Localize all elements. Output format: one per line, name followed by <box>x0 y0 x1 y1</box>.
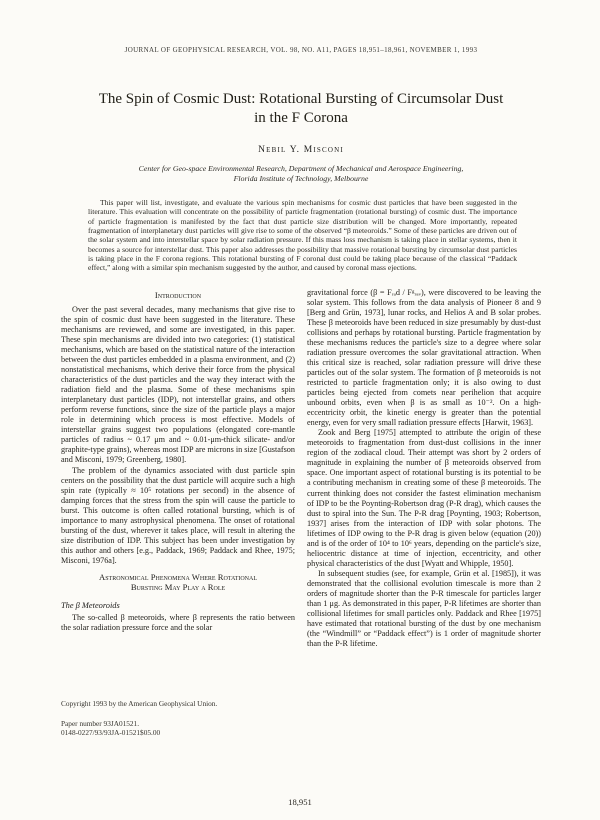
affiliation <box>61 164 541 183</box>
left-column <box>61 288 295 740</box>
paper-title <box>61 90 541 128</box>
section-heading-line2: Bursting May Play a Role <box>130 582 226 593</box>
affiliation-line2: Florida Institute of Technology, Melbourne <box>233 173 369 183</box>
footnote-block <box>61 699 295 740</box>
body-columns <box>61 288 541 740</box>
affiliation-line1: Center for Geo-space Environmental Research, Department of Mechanical and Aerospace Engineering, <box>138 164 464 173</box>
body-paragraph: Zook and Berg [1975] attempted to attribute the origin of these meteoroids to fragmentation from dust-dust collisions in the inner region of the zodiacal cloud. Their attempt was short by 2 orders of magnitude in explaining the number of β meteoroids observed from space. One important aspect of rotational bursting is its potential to be a contributing mechanism in creating some of these β meteoroids. The current thinking does not consider the fastest elimination mechanism of IDP to be the Poynting-Robertson drag (P-R drag), which causes the dust to spiral into the Sun. The P-R drag [Poynting, 1903; Robertson, 1937] arises from the interaction of IDP with solar photons. The lifetimes of IDP owing to the P-R drag is given below (equation (20)) and is of the order of 10⁴ to 10⁶ years, depending on the particle's size, heliocentric distance at time of injection, eccentricity, and other physical characteristics of the dust [Wyatt and Whipple, 1950]. <box>307 428 541 568</box>
copyright-notice: Copyright 1993 by the American Geophysical Union. <box>61 698 218 708</box>
body-paragraph: The problem of the dynamics associated with dust particle spin centers on the possibility that the dust particle will acquire such a high spin rate (typically ≈ 10⁵ rotations per second) in the absence of damping forces that the stress from the spin will cause the particle to burst. This outcome is often called rotational bursting, which is of importance to many astrophysical phenomena. The onset of rotational bursting of the dust, wherever it takes place, will result in altering the size distribution of IDP. This subject has been under investigation by this author and others [e.g., Paddack, 1969; Paddack and Rhee, 1975; Misconi, 1976a]. <box>61 465 295 565</box>
issn-code: 0148-0227/93/93JA-01521$05.00 <box>61 727 161 737</box>
section-heading-introduction: Introduction <box>154 289 202 300</box>
paper-title-line2: in the F Corona <box>254 110 348 126</box>
section-heading-astronomical-phenomena <box>61 572 295 592</box>
section-heading-line1: Astronomical Phenomena Where Rotational <box>99 571 257 582</box>
journal-header: JOURNAL OF GEOPHYSICAL RESEARCH, VOL. 98, NO. A11, PAGES 18,951–18,961, NOVEMBER 1, 1993 <box>124 46 478 54</box>
body-paragraph: gravitational force (β = Fᵣₐd / Fᵍᵣₐᵥ), were discovered to be leaving the solar system. This follows from the data analysis of Pioneer 8 and 9 [Berg and Grün, 1973], lunar rocks, and Helios A and B solar probes. These β meteoroids have been reduced in size presumably by dust-dust collisions and perhaps by rotational bursting. Particle fragmentation by these mechanisms reduces the particle's size to a degree where solar radiation pressure overcomes the solar gravitational attraction. When this critical size is reached, solar radiation pressure will drive these particles out of the solar system. The formation of β meteoroids is not restricted to particle fragmentation only; it is also owing to dust particles being ejected from comets near perihelion that acquire unbound orbits, even when β is as small as 10⁻². On a high-eccentricity orbit, the kinetic energy is greater than the potential energy, even for very small radiation pressure effects [Harwit, 1963]. <box>307 287 541 428</box>
paper-title-line1: The Spin of Cosmic Dust: Rotational Bursting of Circumsolar Dust <box>98 91 504 107</box>
author-name: Nebil Y. Misconi <box>258 145 344 155</box>
subsection-heading-beta-meteoroids: The β Meteoroids <box>61 601 120 611</box>
abstract-text: This paper will list, investigate, and evaluate the various spin mechanisms for cosmic dust particles that have been suggested in the literature. This evaluation will concentrate on the possibility of particle fragmentation (rotational bursting) of cosmic dust. The importance of particle fragmentation is manifested by the fact that dust particle size distribution will be changed. More importantly, repeated fragmentation of interplanetary dust particles will give rise to some of the observed “β meteoroids.” Some of these particles are driven out of the solar system and into interstellar space by solar radiation pressure. If this mass loss mechanism is taking place in stellar systems, then it becomes a source for interstellar dust. This paper also addresses the possibility that massive rotational bursting by circumsolar dust particles is taking place in the F corona regions. This rotational bursting of F coronal dust could be taking place because of the classical “Paddack effect,” along with a similar spin mechanism suggested by the author, and caused by coronal mass ejections. <box>88 198 517 273</box>
right-column <box>307 288 541 740</box>
body-paragraph: In subsequent studies (see, for example, Grün et al. [1985]), it was demonstrated that the collisional evolution timescale is more than 2 orders of magnitude shorter than the P-R timescale for particles larger than 1 μg. As demonstrated in this paper, P-R lifetimes are shorter than collisional lifetimes for small particles only. Paddack and Rhee [1975] have estimated that rotational bursting of the dust by one mechanism (the “Windmill” or “Paddack effect”) is 1 order of magnitude shorter than the P-R lifetime. <box>307 568 541 649</box>
body-paragraph: Over the past several decades, many mechanisms that give rise to the spin of cosmic dust have been suggested in the literature. These mechanisms are reviewed, and some are investigated, in this paper. These spin mechanisms are divided into two categories: (1) statistical mechanisms, which are based on the statistical nature of the interaction between the dust particles embedded in a plasma environment, and (2) nonstatistical mechanisms, which derive their force from the physical characteristics of the dust particles and the way they interact with the radiation field and the plasma. Some of these mechanisms spin interplanetary dust particles (IDP), not interstellar grains, and others perform reverse functions, since the size of the particle plays a major role in determining which process is most effective. Models of interstellar grains suggest two populations (elongated core-mantle particles of radius ~ 0.17 μm and ~ 0.01-μm-thick silicate- and/or graphite-type grains), whereas most IDP are microns in size [Gustafson and Misconi, 1979; Greenberg, 1980]. <box>61 304 295 465</box>
page-number: 18,951 <box>288 797 312 807</box>
paper-number: Paper number 93JA01521. <box>61 718 140 728</box>
body-paragraph: The so-called β meteoroids, where β represents the ratio between the solar radiation pressure force and the solar <box>61 613 295 633</box>
